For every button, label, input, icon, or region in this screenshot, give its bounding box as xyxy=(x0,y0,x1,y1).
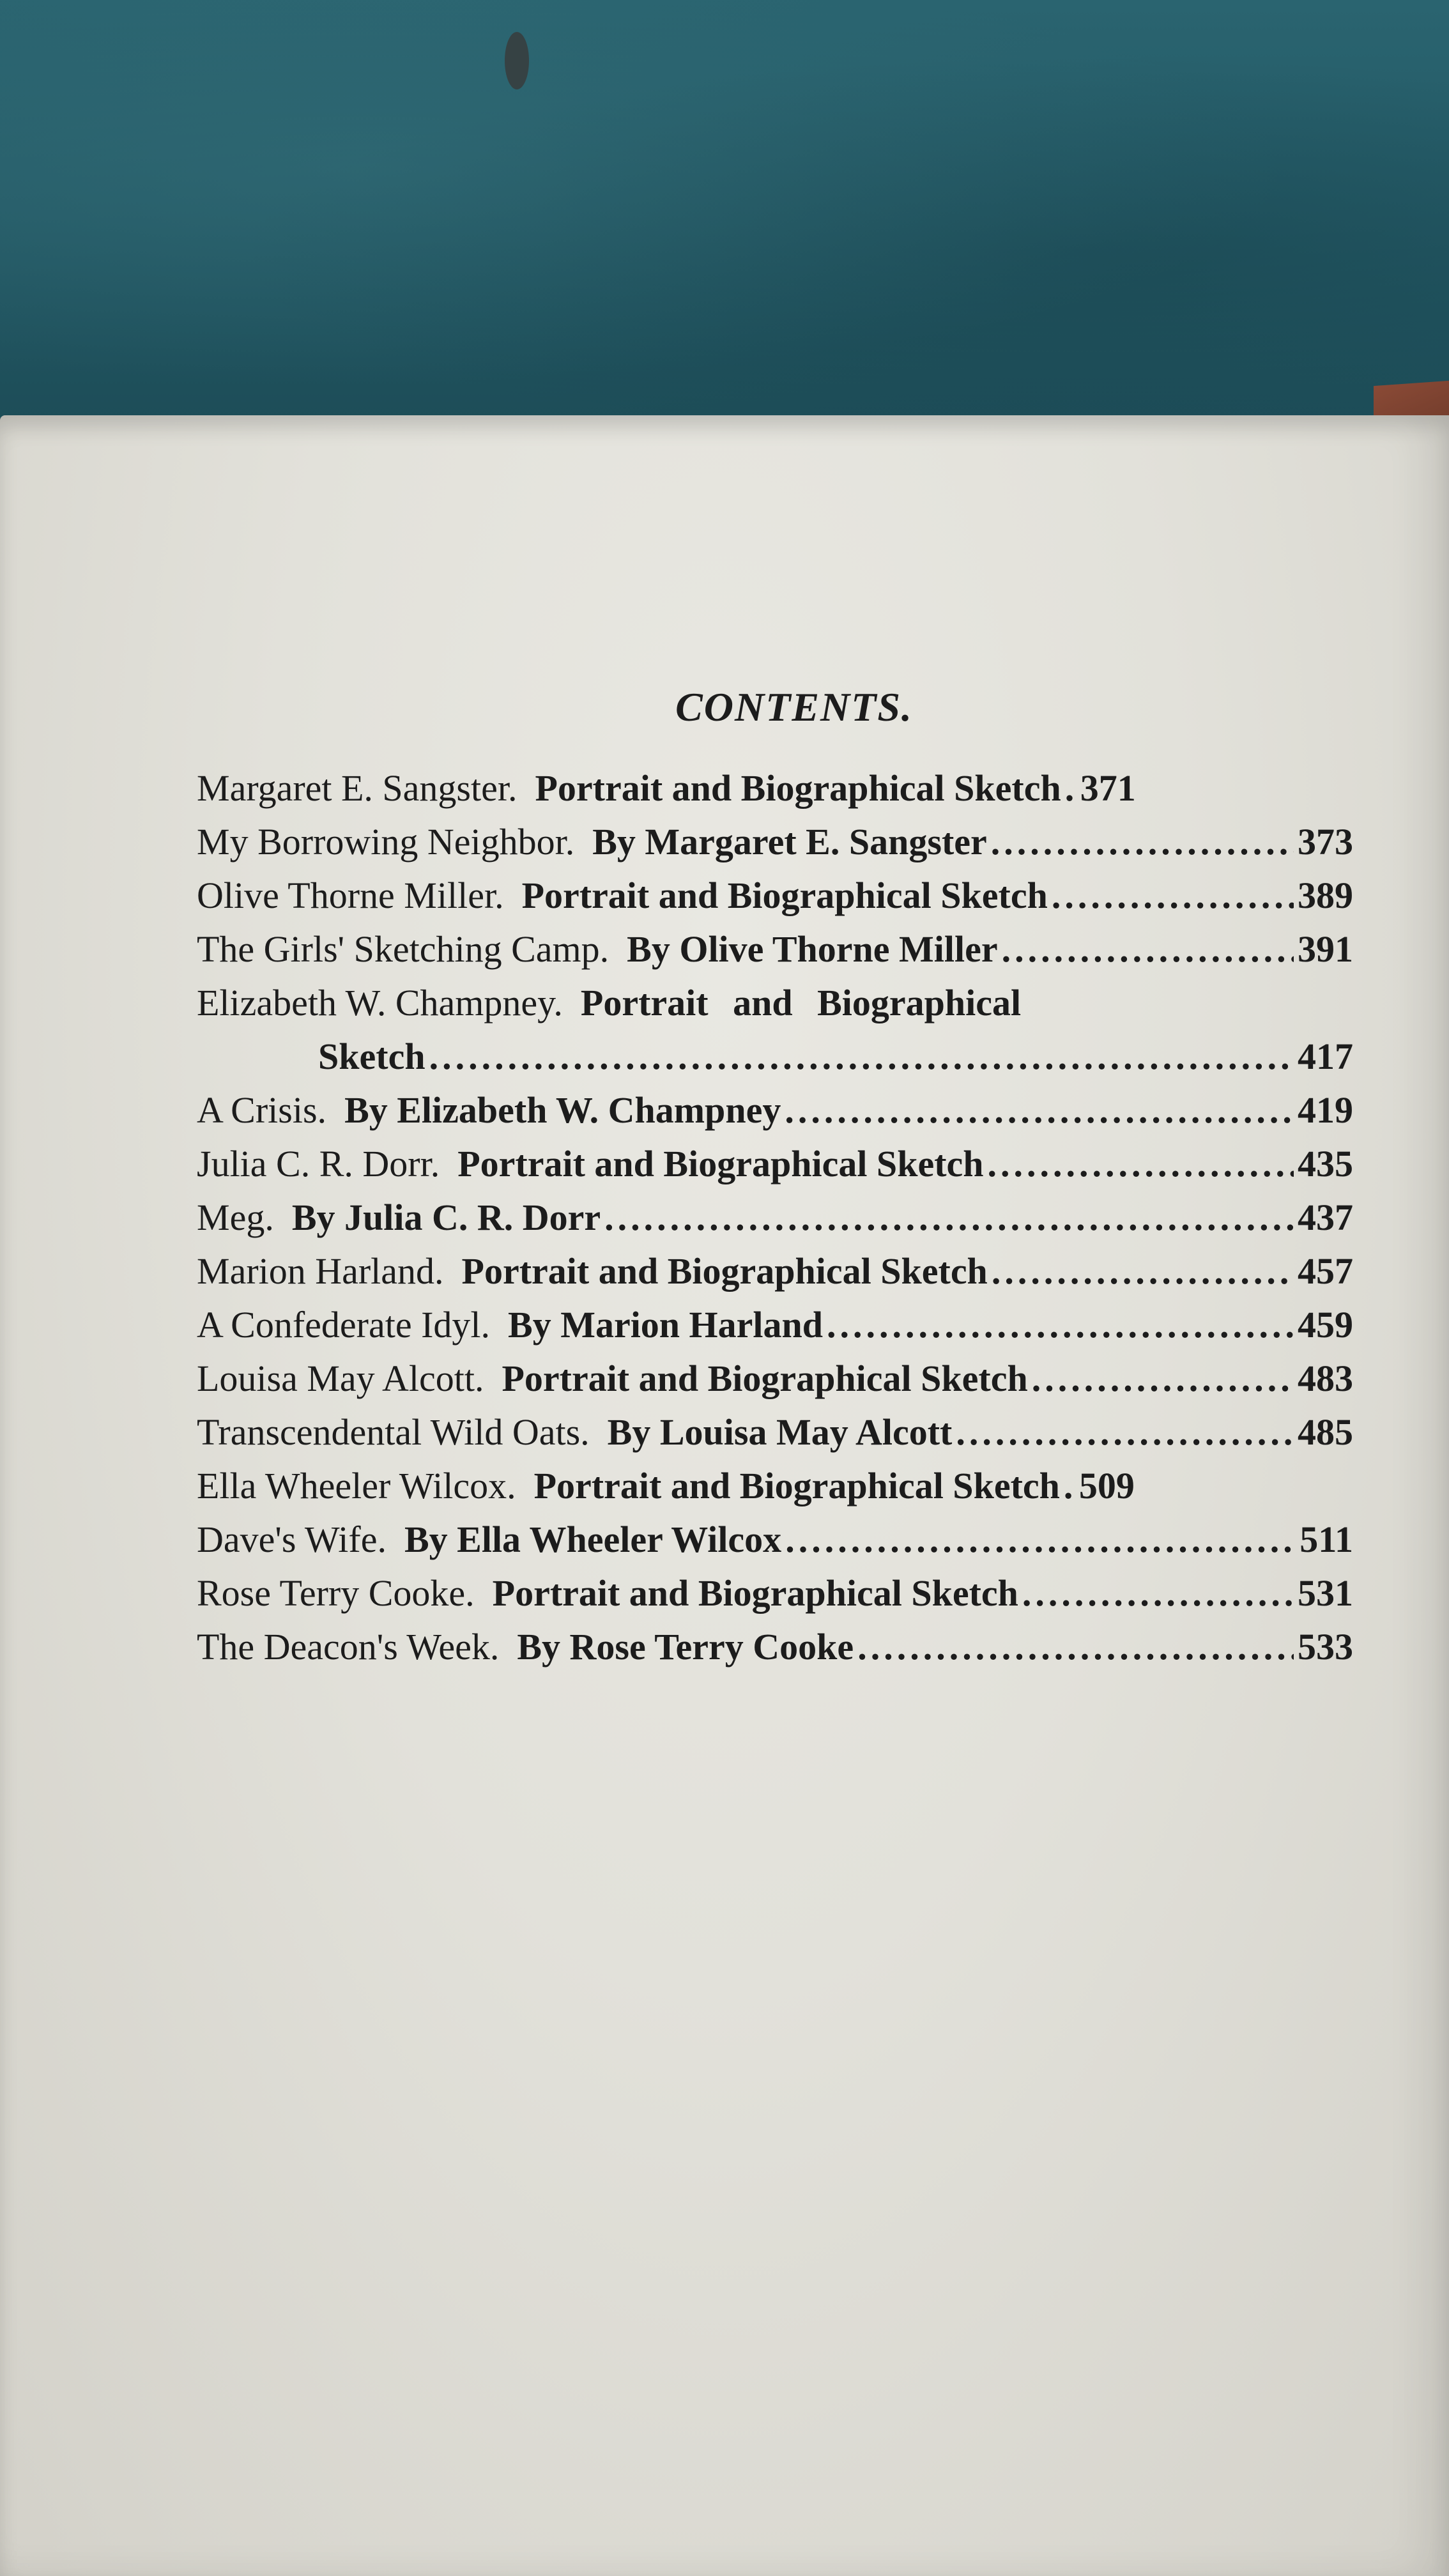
entry-page: 437 xyxy=(1298,1197,1353,1238)
entry-head: Meg. xyxy=(197,1197,274,1238)
contents-list xyxy=(197,762,1353,1674)
dot-leader xyxy=(785,1513,1296,1567)
entry-head: Marion Harland. xyxy=(197,1250,444,1292)
entry-desc: Portrait and Biographical Sketch xyxy=(502,1358,1028,1399)
dot-leader xyxy=(1065,762,1077,815)
entry-head: My Borrowing Neighbor. xyxy=(197,821,575,862)
dot-leader xyxy=(956,1406,1294,1459)
entry-head: Ella Wheeler Wilcox. xyxy=(197,1465,516,1506)
dot-leader xyxy=(857,1620,1294,1674)
contents-entry xyxy=(197,1620,1353,1674)
entry-line-1 xyxy=(197,976,1353,1030)
entry-desc: Portrait and Biographical Sketch xyxy=(461,1250,988,1292)
entry-desc: By Julia C. R. Dorr xyxy=(291,1197,601,1238)
entry-desc: Portrait and Biographical Sketch xyxy=(535,767,1061,809)
contents-entry xyxy=(197,1137,1353,1191)
book-page xyxy=(0,415,1449,2576)
contents-entry xyxy=(197,1191,1353,1245)
contents-entry xyxy=(197,869,1353,923)
entry-head: Elizabeth W. Champney. xyxy=(197,982,563,1023)
entry-head: A Confederate Idyl. xyxy=(197,1304,491,1346)
dot-leader xyxy=(827,1298,1294,1352)
entry-head: Louisa May Alcott. xyxy=(197,1358,484,1399)
dot-leader xyxy=(1032,1352,1294,1406)
entry-head: The Girls' Sketching Camp. xyxy=(197,928,610,970)
entry-page: 373 xyxy=(1298,821,1353,862)
dot-leader xyxy=(429,1030,1294,1084)
entry-page: 483 xyxy=(1298,1358,1353,1399)
entry-head: Rose Terry Cooke. xyxy=(197,1572,475,1614)
contents-entry xyxy=(197,1352,1353,1406)
dot-leader xyxy=(988,1137,1294,1191)
contents-entry xyxy=(197,923,1353,976)
dot-leader xyxy=(1002,923,1294,976)
contents-title: CONTENTS. xyxy=(675,684,913,730)
entry-page: 391 xyxy=(1298,928,1353,970)
entry-head: Margaret E. Sangster. xyxy=(197,767,518,809)
entry-desc: By Rose Terry Cooke xyxy=(517,1626,854,1667)
dot-leader xyxy=(604,1191,1294,1245)
dot-leader xyxy=(991,815,1294,869)
contents-entry xyxy=(197,1513,1353,1567)
contents-entry xyxy=(197,1459,1353,1513)
entry-desc: By Olive Thorne Miller xyxy=(627,928,998,970)
entry-head: Dave's Wife. xyxy=(197,1519,387,1560)
cover-speck xyxy=(505,32,529,89)
contents-entry xyxy=(197,815,1353,869)
entry-desc: Portrait and Biographical Sketch xyxy=(533,1465,1060,1506)
dot-leader xyxy=(785,1084,1294,1137)
entry-page: 457 xyxy=(1298,1250,1353,1292)
entry-desc: Portrait and Biographical Sketch xyxy=(492,1572,1018,1614)
contents-entry xyxy=(197,1406,1353,1459)
entry-page: 371 xyxy=(1080,767,1136,809)
entry-page: 531 xyxy=(1298,1572,1353,1614)
entry-desc: By Louisa May Alcott xyxy=(607,1411,953,1453)
entry-desc: Portrait and Biographical Sketch xyxy=(457,1143,984,1184)
entry-desc: By Marion Harland xyxy=(508,1304,824,1346)
entry-page: 485 xyxy=(1298,1411,1353,1453)
dot-leader xyxy=(992,1245,1294,1298)
contents-entry xyxy=(197,1245,1353,1298)
entry-head: Olive Thorne Miller. xyxy=(197,875,504,916)
contents-entry xyxy=(197,1567,1353,1620)
entry-desc: Portrait and Biographical Sketch xyxy=(521,875,1048,916)
contents-entry xyxy=(197,976,1353,1084)
entry-desc: By Margaret E. Sangster xyxy=(592,821,987,862)
entry-page: 533 xyxy=(1298,1626,1353,1667)
entry-page: 389 xyxy=(1298,875,1353,916)
contents-entry xyxy=(197,1298,1353,1352)
dot-leader xyxy=(1064,1459,1075,1513)
entry-desc: By Ella Wheeler Wilcox xyxy=(404,1519,782,1560)
entry-desc-cont: Sketch xyxy=(318,1036,425,1077)
entry-head: A Crisis. xyxy=(197,1089,327,1131)
entry-page: 417 xyxy=(1298,1036,1353,1077)
entry-line-2 xyxy=(197,1030,1353,1084)
contents-entry xyxy=(197,762,1353,815)
table-of-contents xyxy=(197,684,1353,1674)
book-cover xyxy=(0,0,1449,422)
dot-leader xyxy=(1052,869,1294,923)
entry-desc: By Elizabeth W. Champney xyxy=(344,1089,781,1131)
entry-head: Transcendental Wild Oats. xyxy=(197,1411,590,1453)
entry-page: 419 xyxy=(1298,1089,1353,1131)
contents-entry xyxy=(197,1084,1353,1137)
entry-page: 435 xyxy=(1298,1143,1353,1184)
entry-head: The Deacon's Week. xyxy=(197,1626,500,1667)
dot-leader xyxy=(1022,1567,1294,1620)
entry-page: 509 xyxy=(1078,1465,1135,1506)
entry-head: Julia C. R. Dorr. xyxy=(197,1143,440,1184)
entry-desc: Portrait and Biographical xyxy=(580,982,1022,1023)
entry-page: 511 xyxy=(1300,1519,1353,1560)
entry-page: 459 xyxy=(1298,1304,1353,1346)
